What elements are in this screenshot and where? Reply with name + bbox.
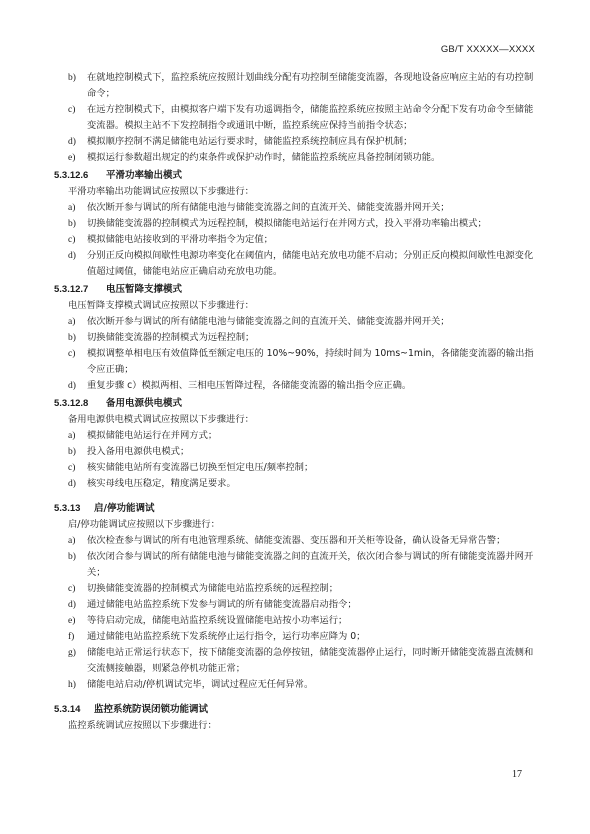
list-item: b) 在就地控制模式下，监控系统应按照计划曲线分配有功控制至储能变流器，各现地设备应响应主站的有功控制命令；	[68, 72, 534, 99]
list-item: a) 依次检查参与调试的所有电池管理系统、储能变流器、变压器和开关柜等设备，确认设备无异常告警；	[68, 535, 506, 546]
list-item: f) 通过储能电站监控系统下发系统停止运行指令，运行功率应降为 0；	[68, 631, 366, 642]
list-item: c) 切换储能变流器的控制模式为储能电站监控系统的远程控制；	[68, 583, 339, 594]
list-top	[68, 70, 538, 166]
list-item: c) 模拟调整单相电压有效值降低至额定电压的 10%~90%，持续时间为 10ms~1min，各储能变流器的输出指令应正确；	[68, 348, 534, 375]
page-content	[54, 70, 538, 734]
section-intro: 平滑功率输出功能调试应按照以下步骤进行：	[68, 186, 254, 197]
section-heading: 5.3.12.6 平滑功率输出模式	[54, 170, 183, 181]
list-item: a) 模拟储能电站运行在并网方式；	[68, 430, 218, 441]
list-item: a) 依次断开参与调试的所有储能电池与储能变流器之间的直流开关、储能变流器并网开关；	[68, 316, 450, 327]
section-heading: 5.3.12.7 电压暂降支撑模式	[54, 284, 183, 295]
list-item: d) 分别正反向模拟间歇性电源功率变化在阈值内，储能电站充放电功能不启动；分别正反向模拟间歇性电源变化值超过阈值，储能电站应正确启动充放电功能。	[68, 250, 534, 277]
list-item: g) 储能电站正常运行状态下，按下储能变流器的急停按钮，储能变流器停止运行，同时断开储能变流器直流侧和交流侧接触器，则紧急停机功能正常；	[68, 647, 534, 674]
document-code: GB/T XXXXX—XXXX	[440, 44, 535, 55]
list-item: c) 模拟储能电站接收到的平滑功率指令为定值；	[68, 234, 273, 245]
list-item: b) 切换储能变流器的控制模式为远程控制；	[68, 332, 255, 343]
section-intro: 备用电源供电模式调试应按照以下步骤进行：	[68, 414, 254, 425]
list-item: c) 在远方控制模式下，由模拟客户端下发有功遥调指令，储能监控系统应按照主站命令分配下发有功命令至储能变流器。模拟主站不下发控制指令或通讯中断，监控系统应保持当前指令状态；	[68, 104, 534, 131]
section-heading: 5.3.12.8 备用电源供电模式	[54, 398, 183, 409]
list-item: a) 依次断开参与调试的所有储能电池与储能变流器之间的直流开关、储能变流器并网开关；	[68, 202, 450, 213]
section-heading: 5.3.13 启/停功能调试	[54, 503, 155, 514]
list-item: b) 切换储能变流器的控制模式为远程控制，模拟储能电站运行在并网方式，投入平滑功率输出模式；	[68, 218, 487, 229]
list-item: c) 核实储能电站所有变流器已切换至恒定电压/频率控制；	[68, 462, 314, 473]
list-item: e) 等待启动完成，储能电站监控系统设置储能电站按小功率运行；	[68, 615, 348, 626]
list-item: e) 模拟运行参数超出规定的约束条件或保护动作时，储能监控系统应具备控制闭锁功能。	[68, 152, 441, 163]
section-intro: 启/停功能调试应按照以下步骤进行：	[68, 519, 220, 530]
list-item: h) 储能电站启动/停机调试完毕，调试过程应无任何异常。	[68, 679, 314, 690]
list-item: d) 模拟顺序控制不满足储能电站运行要求时，储能监控系统控制应具有保护机制；	[68, 136, 413, 147]
list-item: b) 依次闭合参与调试的所有储能电池与储能变流器之间的直流开关，依次闭合参与调试的所有储能变流器并网开关；	[68, 551, 534, 578]
list-item: d) 通过储能电站监控系统下发参与调试的所有储能变流器启动指令；	[68, 599, 357, 610]
list-item: d) 重复步骤 c）模拟两相、三相电压暂降过程，各储能变流器的输出指令应正确。	[68, 380, 412, 391]
section-heading: 5.3.14 监控系统防误闭锁功能调试	[54, 704, 209, 715]
page-number: 17	[512, 769, 522, 780]
section-intro: 电压暂降支撑模式调试应按照以下步骤进行：	[68, 300, 254, 311]
list-item: d) 核实母线电压稳定，精度满足要求。	[68, 478, 236, 489]
list-item: b) 投入备用电源供电模式；	[68, 446, 190, 457]
section-intro: 监控系统调试应按照以下步骤进行：	[68, 720, 217, 731]
